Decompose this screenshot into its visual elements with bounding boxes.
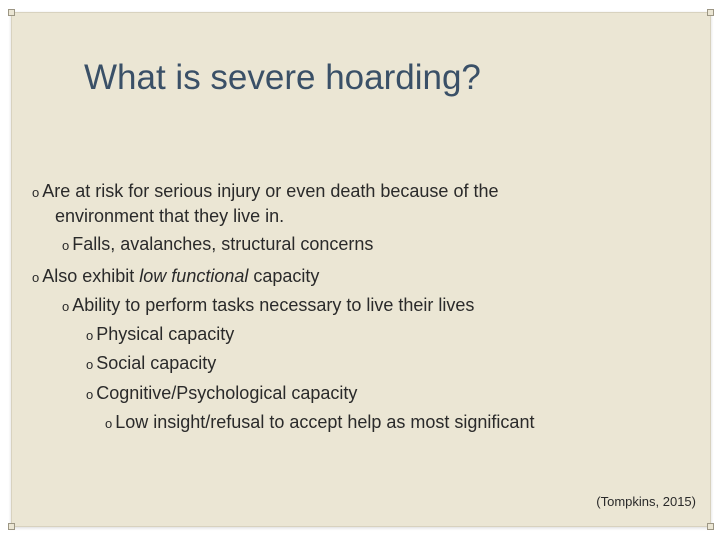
bullet-level2-ability <box>62 294 474 318</box>
bullet-marker: o <box>62 238 70 253</box>
bullet-level4-insight <box>105 411 534 435</box>
bullet-text: Cognitive/Psychological capacity <box>96 383 358 403</box>
bullet-text: Ability to perform tasks necessary to live their lives <box>72 295 475 315</box>
bullet-marker: o <box>32 185 40 200</box>
bullet-level1-risk <box>32 180 498 204</box>
bullet-level2-falls <box>62 233 373 257</box>
bullet-marker: o <box>86 387 94 402</box>
corner-mark-bottom-left <box>8 523 15 530</box>
bullet-level1-risk-continued <box>55 205 284 227</box>
corner-mark-top-left <box>8 9 15 16</box>
bullet-text: Social capacity <box>96 353 217 373</box>
citation: (Tompkins, 2015) <box>596 494 696 509</box>
bullet-level3-physical <box>86 323 234 347</box>
corner-mark-bottom-right <box>707 523 714 530</box>
slide-title: What is severe hoarding? <box>84 58 481 97</box>
bullet-text-before: Also exhibit <box>42 266 140 286</box>
bullet-text: Low insight/refusal to accept help as most significant <box>115 412 535 432</box>
corner-mark-top-right <box>707 9 714 16</box>
bullet-level3-social <box>86 352 216 376</box>
bullet-text-italic: low functional <box>139 266 249 286</box>
bullet-text: environment that they live in. <box>55 206 285 226</box>
bullet-marker: o <box>105 416 113 431</box>
bullet-marker: o <box>86 328 94 343</box>
bullet-level1-functional <box>32 265 319 289</box>
bullet-level3-cognitive <box>86 382 357 406</box>
bullet-text-after: capacity <box>248 266 320 286</box>
bullet-text: Are at risk for serious injury or even death because of the <box>42 181 499 201</box>
bullet-text: Physical capacity <box>96 324 235 344</box>
bullet-marker: o <box>62 299 70 314</box>
bullet-marker: o <box>32 270 40 285</box>
bullet-marker: o <box>86 357 94 372</box>
bullet-text: Falls, avalanches, structural concerns <box>72 234 374 254</box>
